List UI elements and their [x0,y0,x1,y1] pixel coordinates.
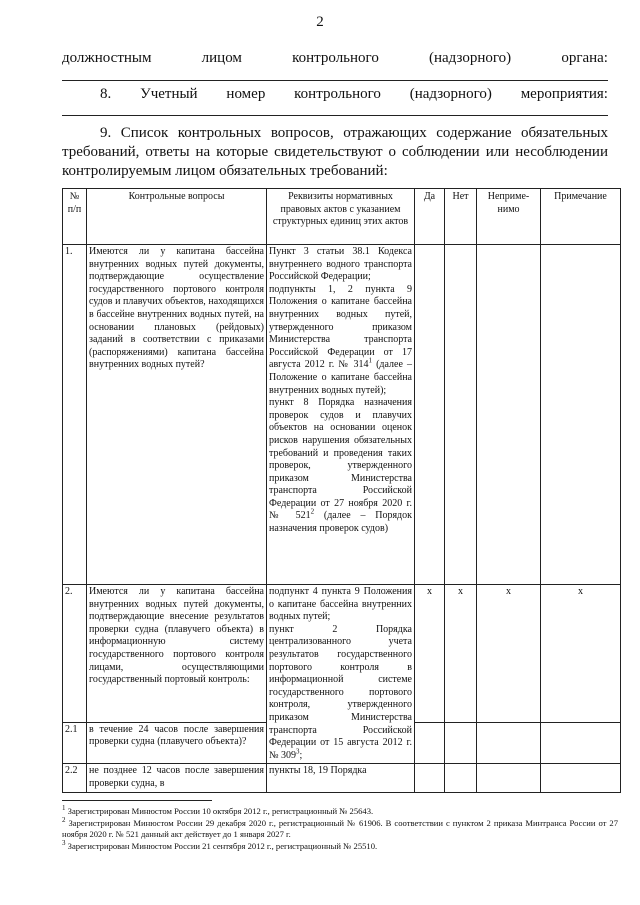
word: номер [226,86,266,102]
checklist-table [62,188,621,793]
word: мероприятия: [520,86,608,102]
word: (надзорного) [429,50,512,66]
footnote-mark: 3 [62,839,66,848]
word: (надзорного) [409,86,492,102]
table-header-row [63,189,621,245]
not-applicable-cell [477,722,541,764]
requisites-text: ; [299,749,303,761]
row-number: 1. [63,245,87,585]
not-applicable-cell: x [477,585,541,723]
footnote-ref: 2 [310,508,315,517]
note-cell [541,764,621,792]
table-row [63,245,621,585]
question-cell: в течение 24 часов после завершения проверки судна (плавучего объекта)? [87,722,267,764]
question-cell: не позднее 12 часов после завершения проверки судна, в [87,764,267,792]
requisites-text: (далее – Порядок назначения проверок судов) [269,510,412,535]
footnote [62,818,618,840]
footnotes [62,806,618,853]
footnote [62,806,618,817]
header-question: Контрольные вопросы [87,189,267,245]
footnote-text: Зарегистрирован Минюстом России 21 сентября 2012 г., регистрационный № 25510. [65,841,378,851]
authority-line [62,50,608,67]
not-applicable-cell [477,245,541,585]
row-number: 2.1 [63,722,87,764]
table-row [63,764,621,792]
yes-cell [415,764,445,792]
header-not-applicable: Неприме-нимо [477,189,541,245]
header-yes: Да [415,189,445,245]
footnote [62,841,618,852]
fill-line [62,80,608,81]
requisites-text: Пункт 3 статьи 38.1 Кодекса внутреннего водного транспорта Российской Федерации; [269,246,412,283]
word: органа: [561,50,608,66]
fill-line [62,115,608,116]
footnote-ref: 1 [368,357,373,366]
requisites-text: (далее – Положение о капитане бассейна внутренних водных путей); [269,359,412,396]
no-cell: x [445,585,477,723]
footnote-ref: 3 [296,747,300,756]
requisites-cell [267,585,415,764]
no-cell [445,722,477,764]
yes-cell [415,245,445,585]
word: Учетный [140,86,198,102]
requisites-text: подпункты 1, 2 пункта 9 Положения о капитане бассейна внутренних водных путей, утвержденного приказом Министерства транспорта Российской Федерации от 17 августа 2012 г. № 314 [269,283,412,371]
table-row [63,585,621,723]
footnote-separator [62,800,212,801]
note-cell: x [541,585,621,723]
requisites-text: пункт 2 Порядка централизованного учета результатов государственного портового контроля в информационной системе государственного портового контроля, утвержденного приказом Министерства транспорта Российской Федерации от 15 августа 2012 г. № 309 [269,623,412,761]
word: контрольного [294,86,381,102]
not-applicable-cell [477,764,541,792]
yes-cell [415,722,445,764]
header-no: Нет [445,189,477,245]
header-note: Примечание [541,189,621,245]
row-number: 2.2 [63,764,87,792]
footnote-text: Зарегистрирован Минюстом России 10 октября 2012 г., регистрационный № 25643. [65,806,374,816]
footnote-text: Зарегистрирован Минюстом России 29 декабря 2020 г., регистрационный № 61906. В соответствии с пунктом 2 приказа Минтранса России от 27 ноября 2020 г. № 521 данный акт действует до 1 января 2027 г. [62,818,618,839]
question-cell: Имеются ли у капитана бассейна внутренних водных путей документы, подтверждающие внесение результатов проверки судна (плавучего объекта) в информационную систему государственного портового контроля лицами, осуществляющими государственный портовый контроль: [87,585,267,723]
requisites-text: подпункт 4 пункта 9 Положения о капитане бассейна внутренних водных путей; [269,586,412,623]
word: лицом [201,50,242,66]
paragraph-text: 9. Список контрольных вопросов, отражающих содержание обязательных требований, ответы на которые свидетельствуют о соблюдении или несоблюдении контролируемым лицом обязательных требований: [62,125,608,179]
checklist-intro-paragraph [62,124,608,181]
question-cell: Имеются ли у капитана бассейна внутренних водных путей документы, подтверждающие осуществление государственного портового контроля судов и плавучих объектов, находящихся в бассейне внутренних водных путей, на основании плановых (рейдовых) заданий в соответствии с приказами (распоряжениями) капитана бассейна внутренних водных путей? [87,245,267,585]
note-cell [541,722,621,764]
note-cell [541,245,621,585]
requisites-cell: пункты 18, 19 Порядка [267,764,415,792]
requisites-text: пункт 8 Порядка назначения проверок судов и плавучих объектов на основании оценок рисков нарушения обязательных требований и проведения таких проверок, утвержденного приказом Министерства транспорта Российской Федерации от 27 ноября 2020 г. № 521 [269,397,412,522]
footnote-mark: 2 [62,816,66,825]
requisites-cell [267,245,415,585]
word: должностным [62,50,152,66]
row-number: 2. [63,585,87,723]
yes-cell: x [415,585,445,723]
page-number: 2 [316,14,324,30]
word: 8. [100,86,112,102]
word: контрольного [292,50,379,66]
footnote-mark: 1 [62,804,66,813]
header-requisites: Реквизиты нормативных правовых актов с указанием структурных единиц этих актов [267,189,415,245]
no-cell [445,764,477,792]
header-num: № п/п [63,189,87,245]
record-number-line [100,86,608,103]
no-cell [445,245,477,585]
